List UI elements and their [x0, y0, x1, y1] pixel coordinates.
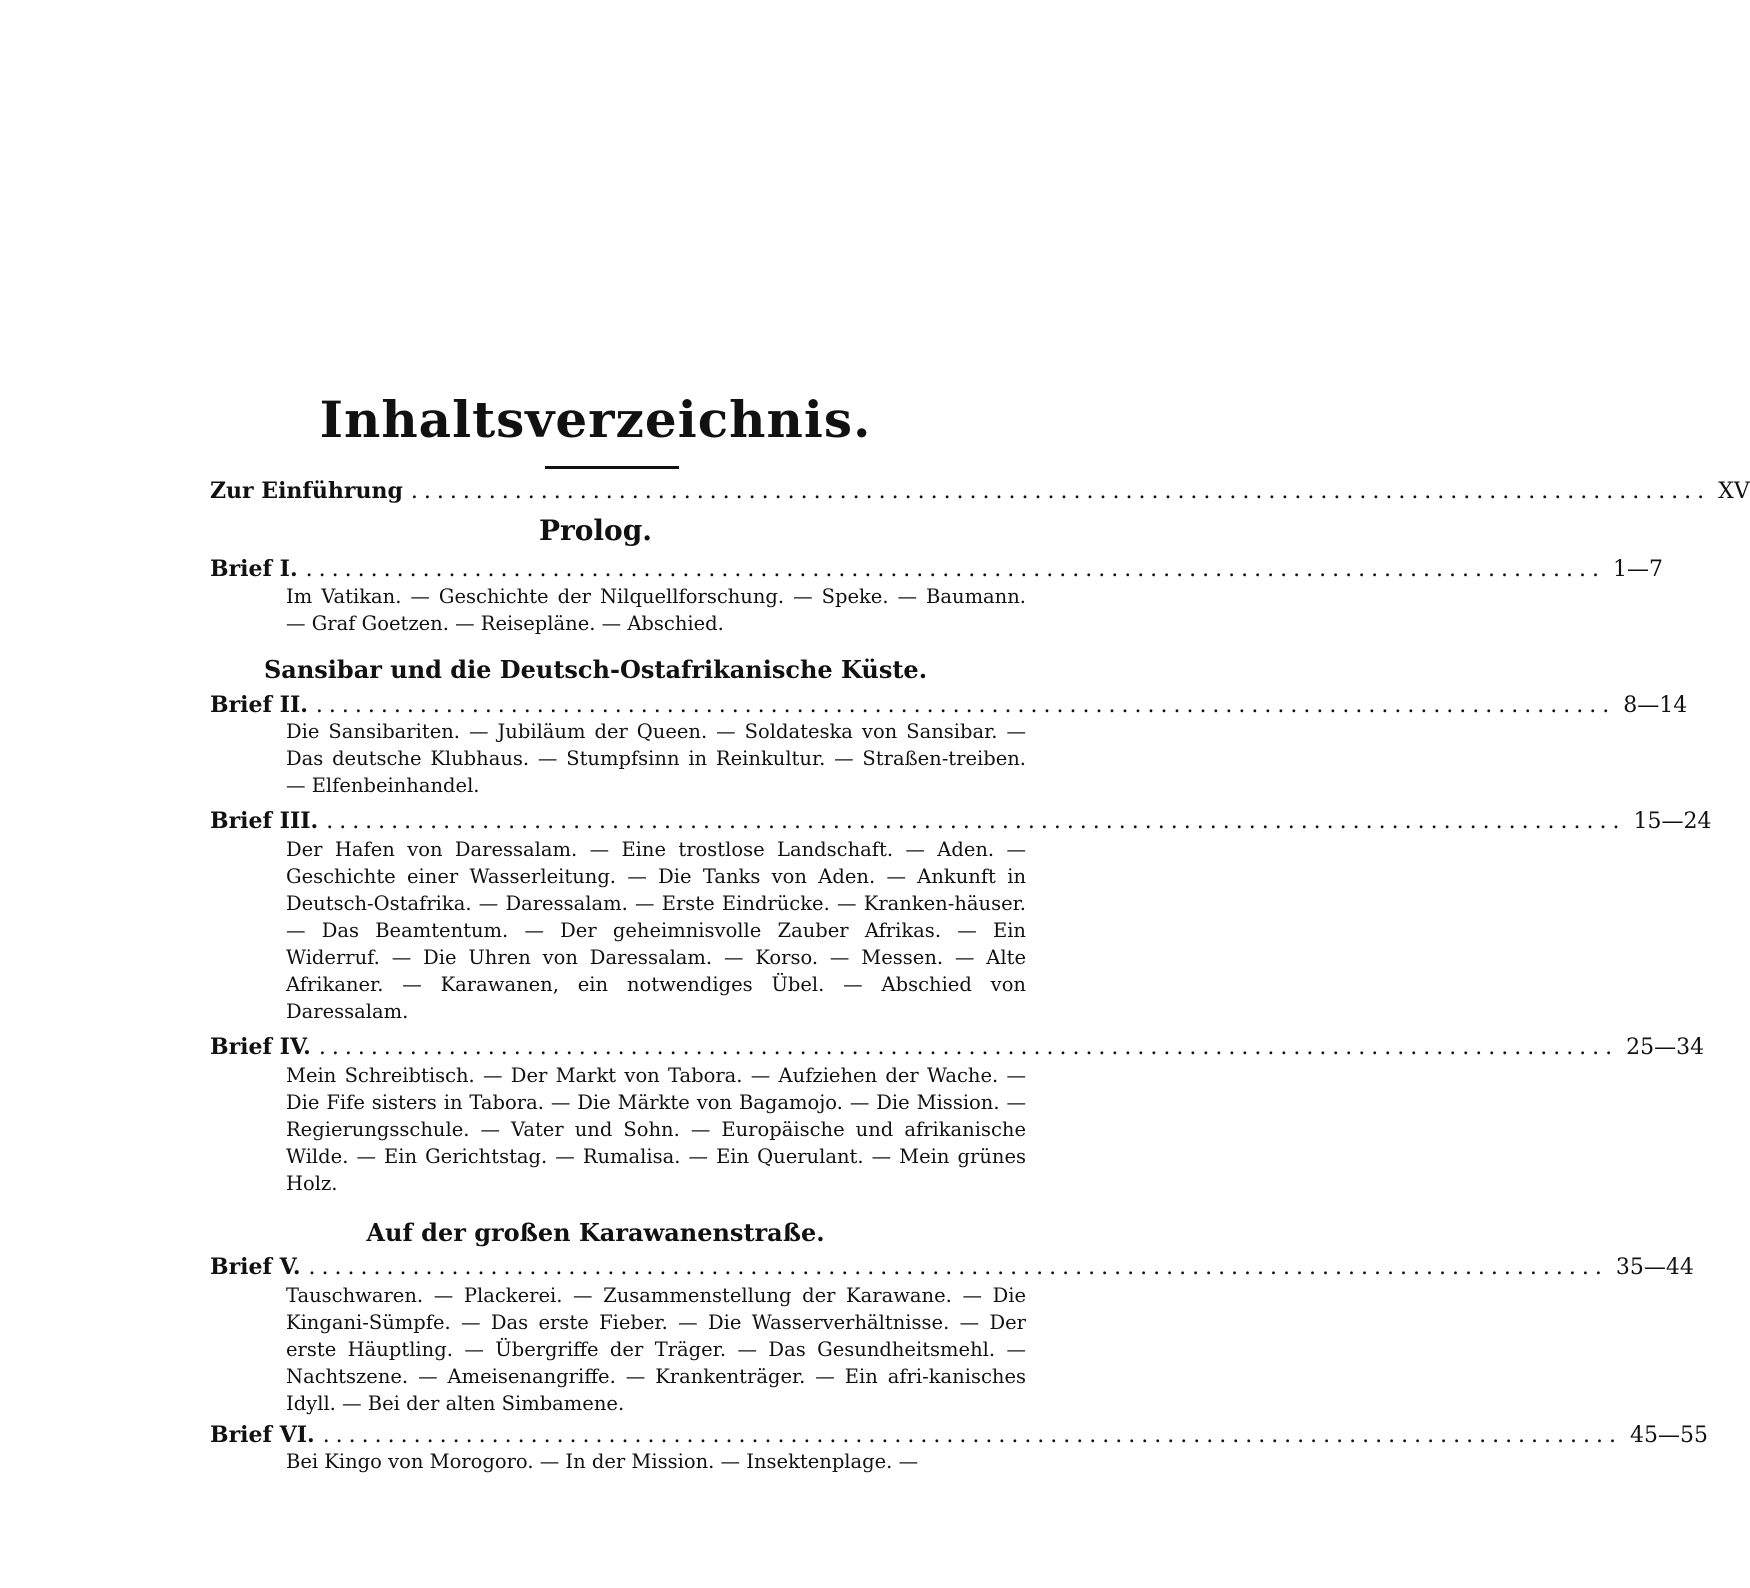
toc-entry-brief-6 [210, 1422, 1709, 1448]
toc-entry-description: Im Vatikan. — Geschichte der Nilquellforschung. — Speke. — Baumann. — Graf Goetzen. — Reisepläne. — Abschied. [286, 585, 1026, 635]
toc-entry-pages: 1—7 [1612, 557, 1663, 582]
toc-entry-label: Brief II. [210, 692, 308, 718]
leader-dots: .................................................................................................... [410, 479, 1711, 504]
toc-entry-brief-2 [210, 692, 1688, 718]
toc-entry-description: Die Sansibariten. — Jubiläum der Queen. — Soldateska von Sansibar. — Das deutsche Klubhaus. — Stumpfsinn in Reinkultur. — Straßen-treiben. — Elfenbeinhandel. [286, 720, 1026, 797]
toc-entry-label: Zur Einführung [210, 478, 403, 504]
toc-entry-brief-1 [210, 556, 1663, 582]
leader-dots: .................................................................................................... [308, 1255, 1608, 1280]
toc-entry-pages: 45—55 [1630, 1423, 1709, 1448]
section-heading-prolog: Prolog. [538, 514, 653, 547]
toc-entry-label: Brief VI. [210, 1422, 315, 1448]
toc-entry-pages: XV [1718, 479, 1750, 504]
toc-entry-label: Brief III. [210, 808, 319, 834]
toc-entry-description: Mein Schreibtisch. — Der Markt von Tabora. — Aufziehen der Wache. — Die Fife sisters in Tabora. — Die Märkte von Bagamojo. — Die Mission. — Regierungsschule. — Vater und Sohn. — Europäische und afrikanische Wilde. — Ein Gerichtstag. — Rumalisa. — Ein Querulant. — Mein grünes Holz. [286, 1064, 1026, 1195]
toc-entry-pages: 8—14 [1623, 693, 1688, 718]
toc-entry-description: Der Hafen von Daressalam. — Eine trostlose Landschaft. — Aden. — Geschichte einer Wasserleitung. — Die Tanks von Aden. — Ankunft in Deutsch-Ostafrika. — Daressalam. — Erste Eindrücke. — Kranken-häuser. — Das Beamtentum. — Der geheimnisvolle Zauber Afrikas. — Ein Widerruf. — Die Uhren von Daressalam. — Korso. — Messen. — Alte Afrikaner. — Karawanen, ein notwendiges Übel. — Abschied von Daressalam. [286, 838, 1026, 1023]
leader-dots: .................................................................................................... [326, 809, 1626, 834]
toc-entry-label: Brief V. [210, 1254, 301, 1280]
toc-entry-label: Brief I. [210, 556, 298, 582]
toc-entry-pages: 35—44 [1615, 1255, 1694, 1280]
leader-dots: .................................................................................................... [305, 557, 1605, 582]
toc-entry-pages: 25—34 [1626, 1035, 1705, 1060]
toc-entry-description: Bei Kingo von Morogoro. — In der Mission. — Insektenplage. — [286, 1450, 919, 1473]
toc-entry-description: Tauschwaren. — Plackerei. — Zusammenstellung der Karawane. — Die Kingani-Sümpfe. — Das erste Fieber. — Die Wasserverhältnisse. — Der erste Häuptling. — Übergriffe der Träger. — Das Gesundheitsmehl. — Nachtszene. — Ameisenangriffe. — Krankenträger. — Ein afri-kanisches Idyll. — Bei der alten Simbamene. [286, 1284, 1026, 1415]
leader-dots: .................................................................................................... [315, 693, 1616, 718]
section-heading-sansibar: Sansibar und die Deutsch-Ostafrikanische Küste. [263, 655, 928, 684]
toc-entry-brief-5 [210, 1254, 1694, 1280]
section-heading-karawanenstrasse: Auf der großen Karawanenstraße. [366, 1218, 825, 1247]
toc-entry-pages: 15—24 [1633, 809, 1712, 834]
toc-entry-intro [210, 478, 1750, 504]
leader-dots: .................................................................................................... [322, 1423, 1623, 1448]
toc-entry-label: Brief IV. [210, 1034, 311, 1060]
toc-entry-brief-4 [210, 1034, 1705, 1060]
page-title: Inhaltsverzeichnis. [319, 390, 872, 449]
title-divider [545, 466, 679, 469]
toc-entry-brief-3 [210, 808, 1712, 834]
leader-dots: .................................................................................................... [318, 1035, 1619, 1060]
